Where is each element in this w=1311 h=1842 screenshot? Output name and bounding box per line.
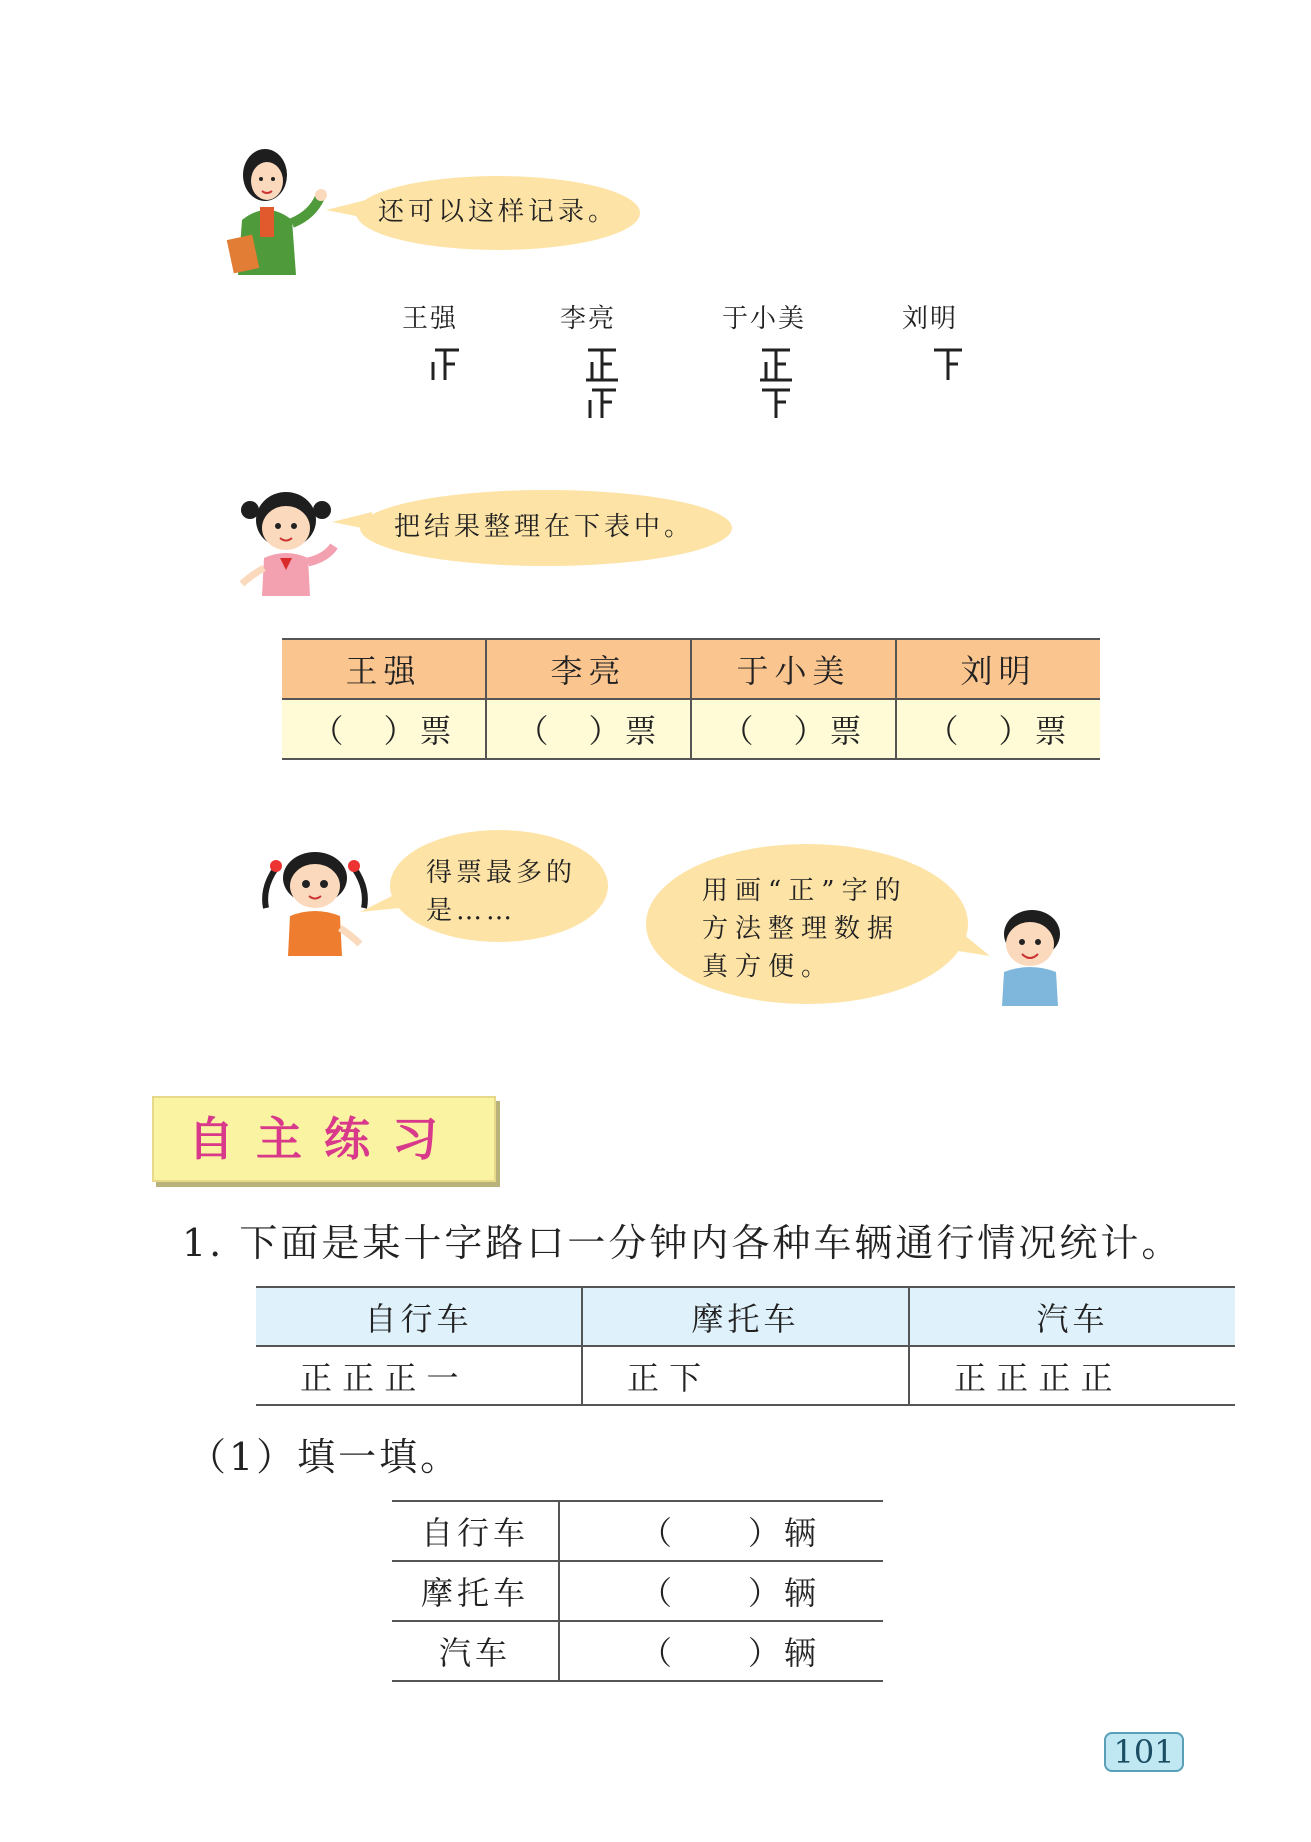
traffic-tally-bicycle: 正 正 正 一 — [256, 1346, 582, 1405]
bubble-tail — [946, 920, 992, 960]
page-number: 101 — [1104, 1732, 1184, 1772]
fill-answer-bicycle[interactable]: （ ）辆 — [559, 1501, 883, 1561]
tally-mark-yuxiaomei-1 — [746, 346, 806, 386]
tally-mark-yuxiaomei-2 — [746, 386, 806, 422]
traffic-tally-car: 正 正 正 正 — [954, 1358, 1113, 1397]
teacher-illustration — [220, 145, 330, 285]
vote-cell[interactable]: （ ）票 — [691, 699, 896, 759]
boy-illustration — [990, 906, 1070, 1006]
traffic-header-bicycle: 自行车 — [256, 1287, 582, 1346]
bubble-tail — [360, 892, 400, 916]
vote-header-wangqiang: 王强 — [282, 639, 486, 699]
vote-header-liliang: 李亮 — [486, 639, 691, 699]
traffic-header-car: 汽车 — [909, 1287, 1235, 1346]
girl-bubble-text: 把结果整理在下表中。 — [394, 512, 695, 542]
traffic-tally-motorcycle: 正 下 — [582, 1346, 909, 1405]
boy-bubble-line-1: 用画“正”字的 — [702, 876, 908, 906]
girl-illustration — [236, 488, 346, 598]
vote-cell[interactable]: （ ）票 — [896, 699, 1100, 759]
fill-table — [392, 1500, 883, 1682]
fill-label-car: 汽车 — [392, 1621, 559, 1681]
girl2-illustration — [256, 848, 374, 958]
vote-cell[interactable]: （ ）票 — [486, 699, 691, 759]
question-1: 1. 下面是某十字路口一分钟内各种车辆通行情况统计。 — [182, 1221, 1183, 1265]
tally-name-wangqiang: 王强 — [401, 304, 458, 334]
vote-header-yuxiaomei: 于小美 — [691, 639, 896, 699]
tally-name-liliang: 李亮 — [559, 304, 616, 334]
boy-bubble-line-2: 方法整理数据 — [702, 914, 901, 944]
girl2-bubble-line-1: 得票最多的 — [426, 858, 577, 888]
vote-table — [282, 638, 1100, 760]
section-title: 自主练习 — [188, 1112, 460, 1166]
section-banner — [152, 1096, 496, 1182]
tally-mark-wangqiang — [415, 346, 475, 386]
girl2-bubble-line-2: 是…… — [426, 896, 517, 926]
bubble-tail — [326, 200, 366, 220]
tally-mark-liuming — [918, 346, 978, 386]
traffic-header-motorcycle: 摩托车 — [582, 1287, 909, 1346]
fill-answer-motorcycle[interactable]: （ ）辆 — [559, 1561, 883, 1621]
tally-name-yuxiaomei: 于小美 — [721, 304, 806, 334]
bubble-tail — [332, 512, 372, 532]
fill-label-motorcycle: 摩托车 — [392, 1561, 559, 1621]
tally-name-liuming: 刘明 — [901, 304, 958, 334]
vote-header-liuming: 刘明 — [896, 639, 1100, 699]
tally-mark-liliang-2 — [572, 386, 632, 422]
tally-mark-liliang-1 — [572, 346, 632, 386]
teacher-bubble-text: 还可以这样记录。 — [378, 197, 619, 227]
fill-label-bicycle: 自行车 — [392, 1501, 559, 1561]
traffic-table — [256, 1286, 1235, 1406]
boy-bubble-line-3: 真方便。 — [702, 952, 835, 982]
vote-cell[interactable]: （ ）票 — [282, 699, 486, 759]
subquestion-1: （1）填一填。 — [188, 1435, 462, 1479]
fill-answer-car[interactable]: （ ）辆 — [640, 1634, 821, 1672]
